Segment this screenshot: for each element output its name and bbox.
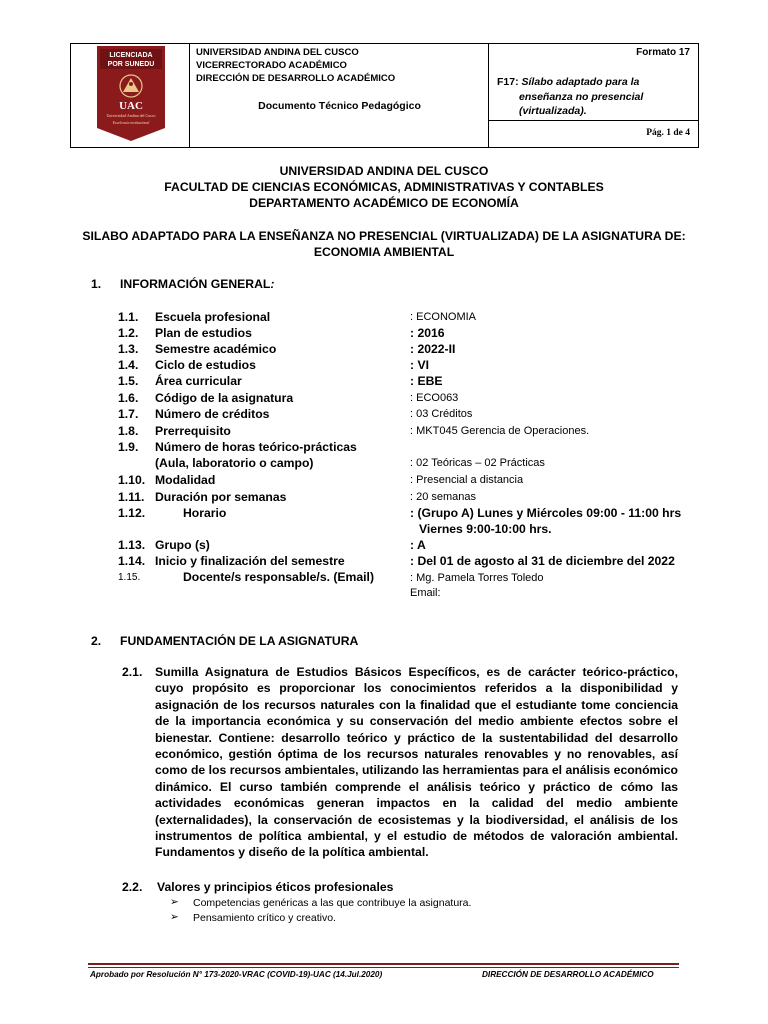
- item-num: 1.10.: [118, 473, 146, 487]
- form-desc-3: (virtualizada).: [519, 105, 587, 117]
- item-num: 1.6.: [118, 391, 139, 405]
- item-num: 1.14.: [118, 554, 146, 568]
- item-label: Área curricular: [155, 374, 242, 388]
- item-value: : EBE: [410, 374, 443, 388]
- item-value: : ECO063: [410, 392, 459, 404]
- course-name: ECONOMIA AMBIENTAL: [313, 245, 455, 259]
- item-num: 1.8.: [118, 424, 139, 438]
- document-header: [70, 43, 699, 148]
- item-num: 1.9.: [118, 440, 139, 454]
- section-1-title-text: INFORMACIÓN GENERAL: [120, 277, 271, 291]
- item-label: Código de la asignatura: [155, 391, 294, 405]
- logo-motto: Excelencia institucional: [112, 121, 150, 125]
- item-num: 1.4.: [118, 358, 139, 372]
- item-value: : (Grupo A) Lunes y Miércoles 09:00 - 11:00 hrs: [410, 506, 682, 520]
- form-description: [497, 75, 693, 119]
- item-value: : MKT045 Gerencia de Operaciones.: [410, 425, 590, 437]
- item-label: Horario: [183, 506, 227, 520]
- format-number: Formato 17: [636, 47, 690, 58]
- item-num: 1.15.: [118, 572, 141, 583]
- item-value: : Mg. Pamela Torres Toledo: [410, 572, 544, 584]
- item-label: Semestre académico: [155, 342, 277, 356]
- item-value: : 02 Teóricas – 02 Prácticas: [410, 457, 545, 469]
- format-info: [489, 44, 698, 121]
- item-label: Escuela profesional: [155, 310, 271, 324]
- logo-name: Universidad Andina del Cusco: [106, 113, 156, 118]
- list-item: Pensamiento crítico y creativo.: [193, 912, 336, 924]
- footer-rule-thin: [88, 967, 679, 968]
- item-num: 1.11.: [118, 490, 145, 504]
- item-label: Ciclo de estudios: [155, 358, 256, 372]
- uac-logo: [97, 46, 165, 141]
- format-cell: [489, 44, 698, 147]
- item-value-cont: Viernes 9:00-10:00 hrs.: [419, 522, 552, 536]
- logo-line2: POR SUNEDU: [107, 61, 155, 68]
- arrow-bullet-icon: ➢: [170, 911, 179, 923]
- logo-cell: [71, 44, 190, 147]
- title-department: DEPARTAMENTO ACADÉMICO DE ECONOMÍA: [249, 196, 519, 210]
- item-label: Número de horas teórico-prácticas: [155, 440, 357, 454]
- institution-line-1: UNIVERSIDAD ANDINA DEL CUSCO: [196, 47, 359, 58]
- syllabus-title: SILABO ADAPTADO PARA LA ENSEÑANZA NO PRESENCIAL (VIRTUALIZADA) DE LA ASIGNATURA DE:: [82, 229, 686, 243]
- item-num: 1.3.: [118, 342, 139, 356]
- item-value: : A: [410, 538, 426, 552]
- item-value: : 20 semanas: [410, 491, 477, 503]
- item-value: : 03 Créditos: [410, 408, 473, 420]
- item-value: : 2016: [410, 326, 445, 340]
- list-item: Competencias genéricas a las que contribuye la asignatura.: [193, 897, 472, 909]
- values-number: 2.2.: [122, 880, 143, 894]
- section-2-title: FUNDAMENTACIÓN DE LA ASIGNATURA: [120, 634, 359, 648]
- values-title: Valores y principios éticos profesionales: [157, 880, 394, 894]
- item-value: : Presencial a distancia: [410, 474, 524, 486]
- item-label: Inicio y finalización del semestre: [155, 554, 345, 568]
- sumilla-paragraph: Sumilla Asignatura de Estudios Básicos Específicos, es de carácter teórico-práctico, cuyo propósito es proporcionar los conocimientos referidos a la disponibilidad y asignación de los recursos naturales con la finalidad que el estudiante tome conciencia de la importancia económica y su conservación del medio ambiente efectos sobre el bienestar. Contiene: desarrollo teórico y práctico de la sustentabilidad del desarrollo económico, gestión óptima de los recursos naturales renovables y no renovables, así como de los recursos ambientales, utilizando las herramientas para el análisis económico dinámico. El curso también comprende el análisis teórico y práctico de cómo las actividades económicas generan impactos en la calidad del medio ambiente (externalidades), la conservación de ecosistemas y la biodiversidad, el análisis de los instrumentos de política ambiental, y el estudio de métodos de valoración ambiental. Fundamentos y diseño de la política ambiental.: [155, 665, 678, 860]
- item-label: Prerrequisito: [155, 424, 231, 438]
- item-num: 1.2.: [118, 326, 139, 340]
- section-1-title: [120, 277, 274, 291]
- item-label: Duración por semanas: [155, 490, 287, 504]
- item-value: : VI: [410, 358, 429, 372]
- item-num: 1.12.: [118, 506, 146, 520]
- footer-direction: DIRECCIÓN DE DESARROLLO ACADÉMICO: [482, 970, 654, 979]
- item-label: Número de créditos: [155, 407, 270, 421]
- title-university: UNIVERSIDAD ANDINA DEL CUSCO: [279, 164, 489, 178]
- institution-cell: [190, 44, 489, 147]
- item-label: Grupo (s): [155, 538, 210, 552]
- institution-line-2: VICERRECTORADO ACADÉMICO: [196, 60, 347, 71]
- document-type: Documento Técnico Pedagógico: [258, 100, 421, 112]
- item-label-cont: (Aula, laboratorio o campo): [155, 456, 314, 470]
- page-number: Pág. 1 de 4: [646, 128, 690, 138]
- section-2-number: 2.: [91, 634, 102, 648]
- institution-line-3: DIRECCIÓN DE DESARROLLO ACADÉMICO: [196, 73, 396, 84]
- item-value-cont: Email:: [410, 587, 441, 599]
- item-label: Modalidad: [155, 473, 216, 487]
- item-value: : 2022-II: [410, 342, 456, 356]
- arrow-bullet-icon: ➢: [170, 896, 179, 908]
- item-label: Docente/s responsable/s. (Email): [183, 570, 375, 584]
- item-value: : Del 01 de agosto al 31 de diciembre del 2022: [410, 554, 675, 568]
- title-faculty: FACULTAD DE CIENCIAS ECONÓMICAS, ADMINISTRATIVAS Y CONTABLES: [164, 180, 604, 194]
- form-desc-2: enseñanza no presencial: [519, 90, 644, 103]
- item-num: 1.7.: [118, 407, 139, 421]
- logo-line1: LICENCIADA: [109, 52, 153, 59]
- sumilla-number: 2.1.: [122, 665, 143, 679]
- footer-rule: [88, 963, 679, 965]
- logo-acronym: UAC: [119, 100, 143, 112]
- item-value: : ECONOMIA: [410, 311, 477, 323]
- section-1-number: 1.: [91, 277, 102, 291]
- footer-approval: Aprobado por Resolución N° 173-2020-VRAC (COVID-19)-UAC (14.Jul.2020): [90, 970, 383, 979]
- form-code: F17:: [497, 76, 519, 88]
- item-num: 1.5.: [118, 374, 139, 388]
- section-1-title-suffix: :: [270, 277, 275, 291]
- item-num: 1.13.: [118, 538, 146, 552]
- item-num: 1.1.: [118, 310, 139, 324]
- form-desc-1: Sílabo adaptado para la: [521, 76, 640, 88]
- item-label: Plan de estudios: [155, 326, 252, 340]
